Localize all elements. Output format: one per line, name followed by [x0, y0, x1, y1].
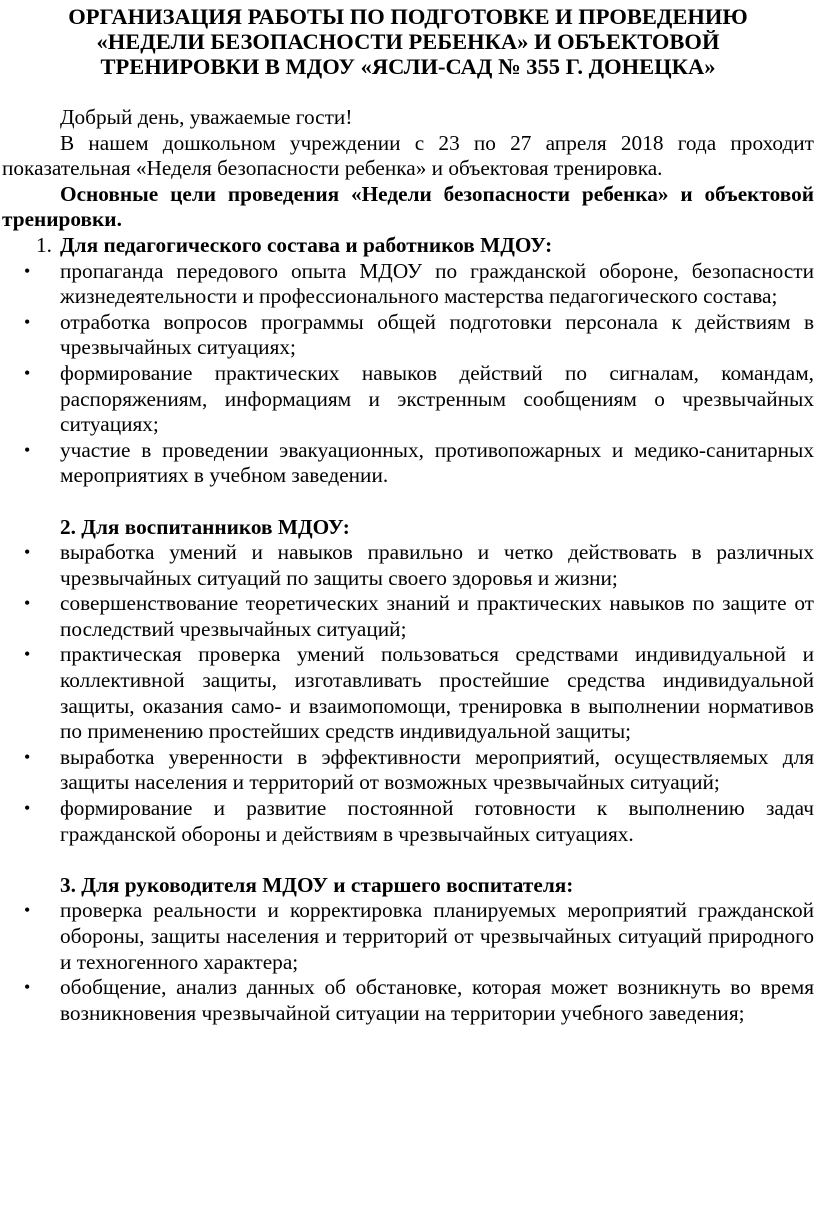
list-item: • формирование и развитие постоянной готовности к выполнению задач гражданской обороны и действиям в чрезвычайных ситуациях. [24, 796, 814, 846]
bullet-icon: • [24, 644, 31, 665]
section-3-list [2, 898, 814, 1026]
section-1-number: 1. [36, 232, 52, 257]
bullet-icon: • [24, 542, 31, 563]
title-line-1: ОРГАНИЗАЦИЯ РАБОТЫ ПО ПОДГОТОВКЕ И ПРОВЕДЕНИЮ [68, 4, 748, 29]
bullet-icon: • [24, 798, 31, 819]
list-item: • проверка реальности и корректировка планируемых мероприятий гражданской обороны, защиты населения и территорий от чрезвычайных ситуаций природного и техногенного характера; [24, 898, 814, 974]
section-1-list [2, 259, 814, 489]
title-line-2: «НЕДЕЛИ БЕЗОПАСНОСТИ РЕБЕНКА» И ОБЪЕКТОВОЙ [96, 29, 720, 54]
section-2-list [2, 540, 814, 847]
bullet-icon: • [24, 311, 31, 332]
list-item: • отработка вопросов программы общей подготовки персонала к действиям в чрезвычайных ситуациях; [24, 309, 814, 360]
list-item: • участие в проведении эвакуационных, противопожарных и медико-санитарных мероприятиях в учебном заведении. [24, 437, 814, 488]
intro-paragraph: В нашем дошкольном учреждении с 23 по 27 апреля 2018 года проходит показательная «Неделя безопасности ребенка» и объектовая тренировка. [2, 130, 814, 181]
bullet-icon: • [24, 746, 31, 767]
section-1-title: Для педагогического состава и работников МДОУ: [60, 232, 553, 257]
bullet-icon: • [24, 362, 31, 383]
section-2-heading: 2. Для воспитанников МДОУ: [60, 514, 350, 539]
bullet-icon: • [24, 900, 31, 921]
list-item: • формирование практических навыков действий по сигналам, командам, распоряжениям, информациям и экстренным сообщениям о чрезвычайных ситуациях; [24, 360, 814, 437]
list-item: • обобщение, анализ данных об обстановке, которая может возникнуть во время возникновения чрезвычайной ситуации на территории учебного заведения; [24, 975, 814, 1025]
bullet-icon: • [24, 260, 31, 281]
list-item: • выработка уверенности в эффективности мероприятий, осуществляемых для защиты населения и территорий от возможных чрезвычайных ситуаций; [24, 744, 814, 795]
list-item: • практическая проверка умений пользоваться средствами индивидуальной и коллективной защиты, изготавливать простейшие средства индивидуальной защиты, оказания само- и взаимопомощи, тренировка в выполнении нормативов по применению простейших средств индивидуальной защиты; [24, 642, 814, 744]
list-item: • выработка умений и навыков правильно и четко действовать в различных чрезвычайных ситуаций по защиты своего здоровья и жизни; [24, 540, 814, 590]
section-3-heading: 3. Для руководителя МДОУ и старшего воспитателя: [60, 872, 574, 897]
greeting: Добрый день, уважаемые гости! [60, 105, 353, 129]
section-1-heading [2, 233, 814, 259]
list-item: • пропаганда передового опыта МДОУ по гражданской обороне, безопасности жизнедеятельности и профессионального мастерства педагогического состава; [24, 258, 814, 309]
goals-heading: Основные цели проведения «Недели безопасности ребенка» и объектовой тренировки. [2, 181, 814, 232]
bullet-icon: • [24, 977, 31, 998]
list-item: • совершенствование теоретических знаний и практических навыков по защите от последствий чрезвычайных ситуаций; [24, 591, 814, 641]
bullet-icon: • [24, 593, 31, 614]
document-title [2, 4, 814, 79]
bullet-icon: • [24, 439, 31, 460]
title-line-3: ТРЕНИРОВКИ В МДОУ «ЯСЛИ-САД № 355 Г. ДОНЕЦКА» [100, 54, 716, 79]
